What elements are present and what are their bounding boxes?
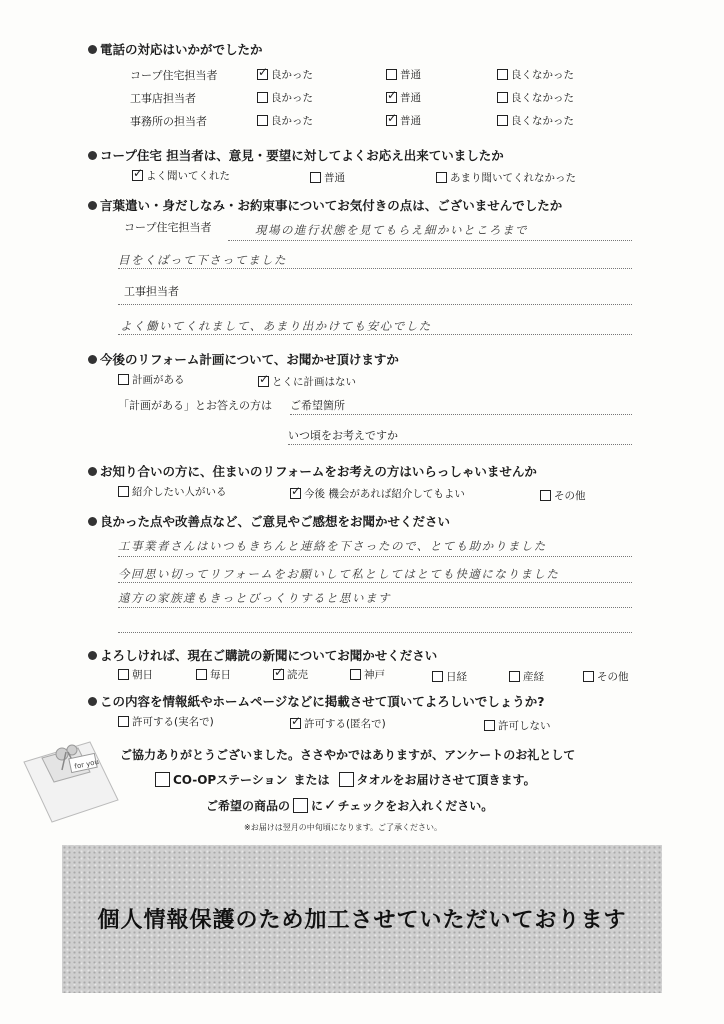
answer-line — [118, 607, 632, 608]
q5-opt1[interactable]: 紹介したい人がいる — [118, 484, 227, 499]
q7-opt4[interactable]: 神戸 — [350, 667, 385, 682]
checkbox-icon[interactable] — [436, 172, 447, 183]
checkbox-icon[interactable] — [509, 671, 520, 682]
q7-title: よろしければ、現在ご購読の新聞についてお聞かせください — [88, 646, 437, 664]
q5-opt2[interactable]: ✓ 今後 機会があれば紹介してもよい — [290, 486, 465, 501]
gift-options — [152, 771, 536, 788]
q6-answer-line2: 今回思い切ってリフォームをお願いして私としてはとても快適になりました — [118, 567, 560, 581]
check-mark-icon: ✓ — [324, 796, 337, 814]
q1-row1-opt1[interactable]: ✓ 良かった — [257, 67, 313, 82]
checkbox-checked-icon[interactable] — [386, 92, 397, 103]
checkbox-icon[interactable] — [432, 671, 443, 682]
q1-title: 電話の対応はいかがでしたか — [88, 40, 263, 58]
q1-row2-opt2[interactable]: ✓ 普通 — [386, 90, 421, 105]
q3-coop-answer-line2: 目をくばって下さってました — [118, 253, 287, 267]
answer-line — [288, 444, 632, 445]
q2-opt1[interactable]: ✓ よく聞いてくれた — [132, 168, 230, 183]
gift-item-suffix: をお届けさせて頂きます。 — [392, 773, 536, 787]
q6-answer-line3: 遠方の家族達もきっとびっくりすると思います — [118, 591, 391, 605]
checkbox-icon[interactable] — [350, 669, 361, 680]
checkbox-icon[interactable] — [583, 671, 594, 682]
q1-row1-opt3[interactable]: 良くなかった — [497, 67, 574, 82]
answer-line — [118, 582, 632, 583]
q7-opt3[interactable]: ✓ 読売 — [273, 667, 308, 682]
checkbox-icon[interactable] — [257, 115, 268, 126]
gift-note: ※お届けは翌月の中旬頃になります。ご了承ください。 — [244, 823, 443, 832]
bullet-icon — [88, 467, 97, 476]
checkbox-icon[interactable] — [118, 669, 129, 680]
answer-line — [118, 268, 632, 269]
answer-line — [118, 556, 632, 557]
q6-title: 良かった点や改善点など、ご意見やご感想をお聞かせください — [88, 512, 450, 530]
answer-line — [228, 240, 632, 241]
q8-opt2[interactable]: ✓ 許可する(匿名で) — [290, 716, 386, 731]
checkbox-icon[interactable] — [196, 669, 207, 680]
q4-title: 今後のリフォーム計画について、お聞かせ頂けますか — [88, 350, 399, 368]
bullet-icon — [88, 517, 97, 526]
checkbox-icon[interactable] — [310, 172, 321, 183]
q1-row1-opt2[interactable]: 普通 — [386, 67, 421, 82]
q3-coop-label: コープ住宅担当者 — [124, 221, 212, 234]
gift-thanks: ご協力ありがとうございました。ささやかではありますが、アンケートのお礼として — [120, 748, 576, 762]
bullet-icon — [88, 697, 97, 706]
q3-kouji-answer-line1: よく働いてくれまして、あまり出かけても安心でした — [120, 319, 432, 333]
gift-or: または — [293, 773, 330, 787]
checkbox-icon[interactable] — [484, 720, 495, 731]
checkbox-icon[interactable] — [118, 486, 129, 497]
q5-title: お知り合いの方に、住まいのリフォームをお考えの方はいらっしゃいませんか — [88, 462, 537, 480]
q6-answer-line1: 工事業者さんはいつもきちんと連絡を下さったので、とても助かりました — [118, 539, 547, 553]
gift-item-coop: CO-OPステーション — [173, 773, 288, 787]
q7-opt2[interactable]: 毎日 — [196, 667, 231, 682]
q4-place-label: ご希望箇所 — [290, 399, 345, 412]
q2-opt3[interactable]: あまり聞いてくれなかった — [436, 170, 576, 185]
checkbox-checked-icon[interactable] — [258, 376, 269, 387]
instruction-mid: に — [311, 798, 324, 813]
checkbox-checked-icon[interactable] — [290, 488, 301, 499]
q7-opt7[interactable]: その他 — [583, 669, 629, 684]
q1-row2-label: 工事店担当者 — [130, 92, 196, 105]
q1-row2-opt1[interactable]: 良かった — [257, 90, 313, 105]
instruction-prefix: ご希望の商品の — [206, 798, 291, 813]
gift-card-label: for you — [73, 757, 100, 771]
q2-opt2[interactable]: 普通 — [310, 170, 345, 185]
q1-row3-opt3[interactable]: 良くなかった — [497, 113, 574, 128]
checkbox-icon[interactable] — [257, 92, 268, 103]
q7-opt1[interactable]: 朝日 — [118, 667, 153, 682]
q8-opt3[interactable]: 許可しない — [484, 718, 551, 733]
checkbox-icon[interactable] — [386, 69, 397, 80]
gift-card-illustration-icon — [16, 730, 126, 830]
q7-opt6[interactable]: 産経 — [509, 669, 544, 684]
example-checkbox-icon — [293, 798, 308, 813]
q4-opt2[interactable]: ✓ とくに計画はない — [258, 374, 356, 389]
q3-coop-answer-line1: 現場の進行状態を見てもらえ細かいところまで — [255, 223, 528, 237]
q8-opt1[interactable]: 許可する(実名で) — [118, 714, 214, 729]
q4-when-label: いつ頃をお考えですか — [288, 429, 398, 442]
q1-row2-opt3[interactable]: 良くなかった — [497, 90, 574, 105]
checkbox-checked-icon[interactable] — [132, 170, 143, 181]
q3-kouji-label: 工事担当者 — [124, 285, 179, 298]
q1-row1-label: コープ住宅担当者 — [130, 69, 218, 82]
checkbox-icon[interactable] — [497, 69, 508, 80]
gift-towel-checkbox[interactable] — [339, 772, 354, 787]
checkbox-checked-icon[interactable] — [386, 115, 397, 126]
q3-title: 言葉遣い・身だしなみ・お約束事についてお気付きの点は、ございませんでしたか — [88, 196, 562, 214]
checkbox-icon[interactable] — [540, 490, 551, 501]
q4-opt1[interactable]: 計画がある — [118, 372, 185, 387]
q1-row3-label: 事務所の担当者 — [130, 115, 207, 128]
answer-line — [118, 334, 632, 335]
q2-title: コープ住宅 担当者は、意見・要望に対してよくお応え出来ていましたか — [88, 146, 504, 164]
bullet-icon — [88, 651, 97, 660]
q8-title: この内容を情報紙やホームページなどに掲載させて頂いてよろしいでしょうか? — [88, 692, 545, 710]
checkbox-checked-icon[interactable] — [290, 718, 301, 729]
checkbox-checked-icon[interactable] — [257, 69, 268, 80]
q1-row3-opt2[interactable]: ✓ 普通 — [386, 113, 421, 128]
bullet-icon — [88, 45, 97, 54]
gift-item-towel: タオル — [356, 773, 393, 787]
q4-plan-label: 「計画がある」とお答えの方は — [118, 399, 272, 412]
q5-opt3[interactable]: その他 — [540, 488, 586, 503]
instruction-suffix: チェックをお入れください。 — [337, 798, 494, 813]
checkbox-icon[interactable] — [118, 374, 129, 385]
checkbox-icon[interactable] — [497, 92, 508, 103]
privacy-mask-block — [62, 845, 662, 993]
answer-line — [118, 632, 632, 633]
gift-instruction — [206, 796, 493, 814]
checkbox-icon[interactable] — [118, 716, 129, 727]
answer-line — [290, 414, 632, 415]
q1-row3-opt1[interactable]: 良かった — [257, 113, 313, 128]
bullet-icon — [88, 151, 97, 160]
answer-line — [118, 304, 632, 305]
bullet-icon — [88, 201, 97, 210]
gift-coop-checkbox[interactable] — [155, 772, 170, 787]
checkbox-checked-icon[interactable] — [273, 669, 284, 680]
privacy-notice: 個人情報保護のため加工させていただいております — [97, 907, 627, 933]
q7-opt5[interactable]: 日経 — [432, 669, 467, 684]
checkbox-icon[interactable] — [497, 115, 508, 126]
bullet-icon — [88, 355, 97, 364]
